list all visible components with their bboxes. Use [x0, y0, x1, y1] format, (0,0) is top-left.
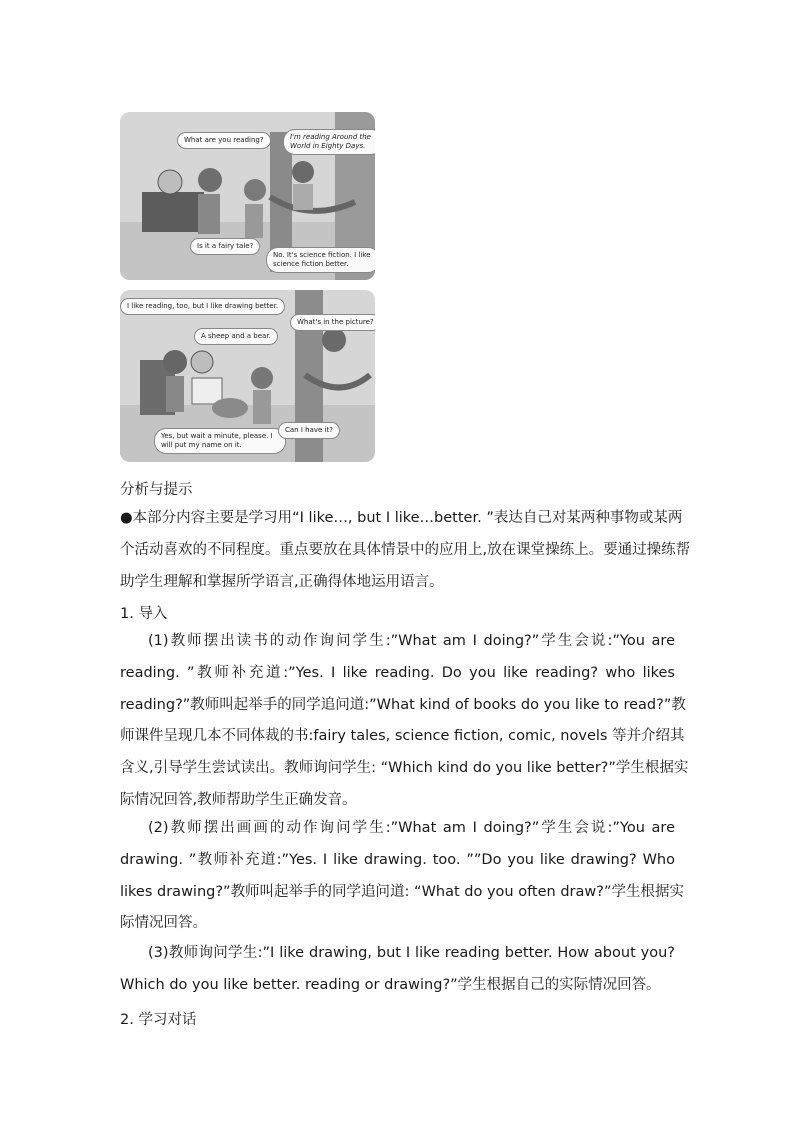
speech-bubble: Can I have it?	[278, 422, 340, 439]
text-line: (1)教师摆出读书的动作询问学生:”What am I doing?”学生会说:”You are	[148, 633, 675, 649]
paragraph-2	[120, 813, 684, 940]
text-line: likes drawing?”教师叫起举手的同学追问道: “What do you often draw?”学生根据实	[120, 883, 684, 900]
comic-panel-2	[120, 290, 375, 462]
text-line: 个活动喜欢的不同程度。重点要放在具体情景中的应用上,放在课堂操练上。要通过操练帮	[120, 541, 691, 558]
heading-dialogue: 2. 学习对话	[120, 1012, 197, 1028]
intro-paragraph	[120, 503, 691, 598]
speech-bubble: I'm reading Around the World in Eighty Days.	[283, 129, 375, 155]
text-line: reading. ”教师补充道:”Yes. I like reading. Do you like reading? who likes	[120, 664, 675, 681]
speech-bubble: What's in the picture?	[290, 314, 375, 331]
text-line: (3)教师询问学生:”I like drawing, but I like reading better. How about you?	[148, 945, 675, 961]
text-line: drawing. ”教师补充道:”Yes. I like drawing. too. ””Do you like drawing? Who	[120, 851, 675, 868]
text-line: 际情况回答。	[120, 915, 207, 932]
text-line: 含义,引导学生尝试读出。教师询问学生: “Which kind do you like better?”学生根据实	[120, 760, 689, 777]
speech-bubble: A sheep and a bear.	[194, 328, 278, 345]
text-line: 际情况回答,教师帮助学生正确发音。	[120, 791, 357, 808]
text-line: 助学生理解和掌握所学语言,正确得体地运用语言。	[120, 573, 444, 590]
text-line: ●本部分内容主要是学习用“I like…, but I like…better. ”表达自己对某两种事物或某两	[120, 510, 683, 526]
comic-panel-1	[120, 112, 375, 280]
text-line: (2)教师摆出画画的动作询问学生:”What am I doing?”学生会说:”You are	[148, 820, 675, 836]
section-title: 分析与提示	[120, 482, 193, 498]
paragraph-3	[120, 938, 675, 1002]
text-line: Which do you like better. reading or drawing?”学生根据自己的实际情况回答。	[120, 976, 661, 993]
text-line: reading?”教师叫起举手的同学追问道:”What kind of books do you like to read?”教	[120, 696, 686, 713]
text-line: 师课件呈现几本不同体裁的书:fairy tales, science fiction, comic, novels 等并介绍其	[120, 728, 685, 745]
speech-bubble: Yes, but wait a minute, please. I will put my name on it.	[154, 428, 286, 454]
speech-bubble: Is it a fairy tale?	[190, 238, 260, 255]
speech-bubble: I like reading, too, but I like drawing better.	[120, 298, 285, 315]
speech-bubble: No. It's science fiction. I like science fiction better.	[266, 247, 375, 273]
heading-lead-in: 1. 导入	[120, 606, 168, 622]
speech-bubble: What are you reading?	[177, 132, 271, 149]
paragraph-1	[120, 626, 689, 817]
